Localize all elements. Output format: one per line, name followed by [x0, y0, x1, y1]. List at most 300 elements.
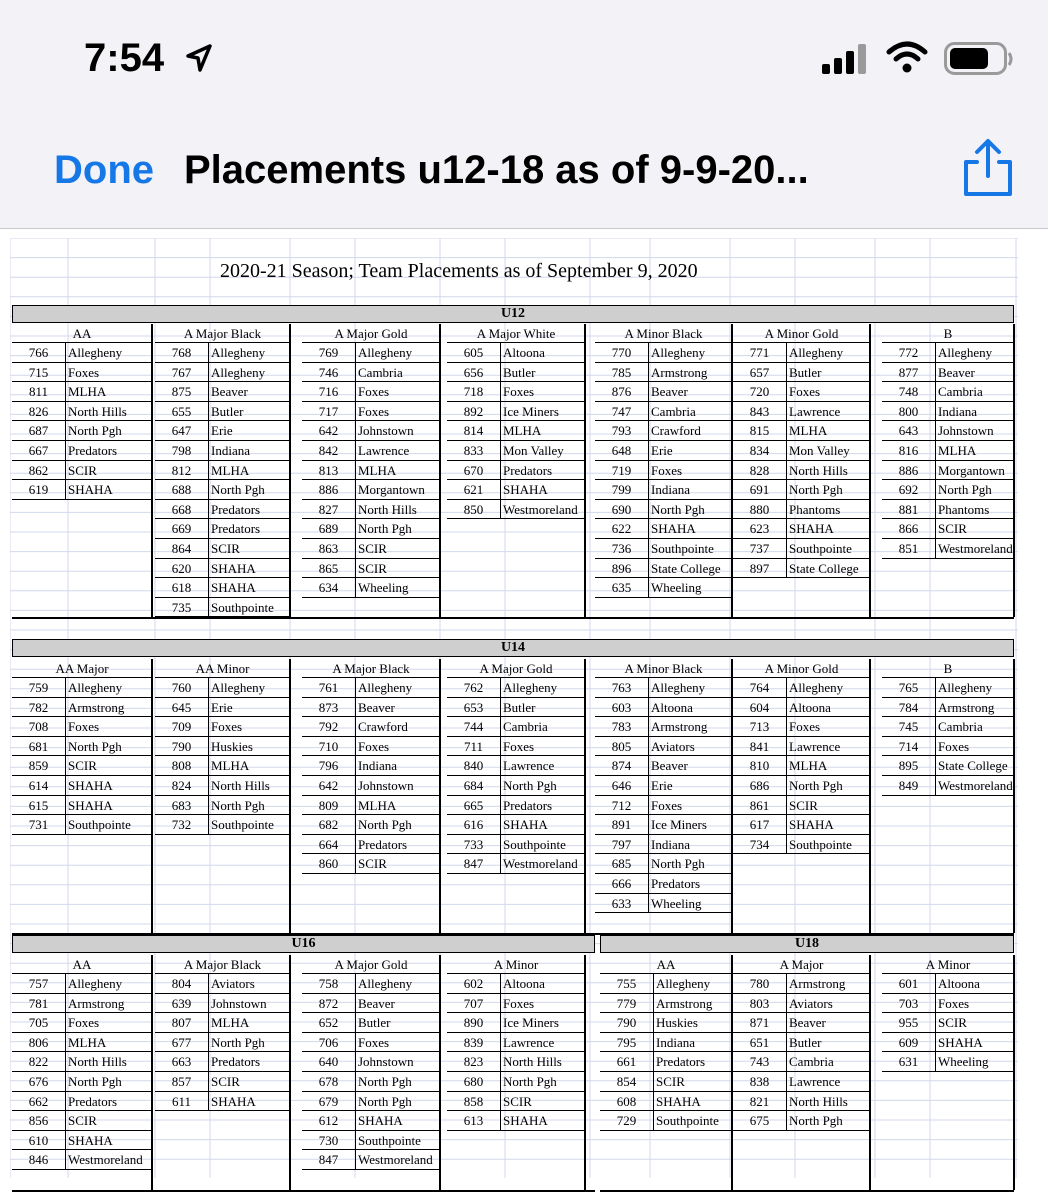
table-row	[733, 1033, 870, 1053]
table-row	[447, 756, 585, 776]
table-row	[733, 559, 870, 579]
team-name: MLHA	[211, 758, 250, 774]
section-bottom-rule	[12, 617, 1014, 619]
table-row	[302, 1052, 440, 1072]
team-name: North Hills	[68, 403, 127, 419]
team-number: 897	[733, 559, 787, 578]
team-name: SCIR	[358, 856, 387, 872]
table-row	[155, 737, 290, 757]
table-row	[12, 1150, 152, 1170]
table-row	[882, 756, 1014, 776]
table-row	[447, 500, 585, 520]
table-row	[882, 698, 1014, 718]
table-row	[12, 1052, 152, 1072]
table-row	[302, 698, 440, 718]
team-number: 769	[302, 343, 356, 362]
team-name: Allegheny	[651, 345, 706, 360]
team-number: 656	[447, 363, 501, 382]
share-icon[interactable]	[960, 138, 1016, 198]
table-row	[302, 441, 440, 461]
placement-table-u14-1	[155, 659, 290, 933]
table-row	[595, 363, 732, 383]
team-name: Allegheny	[938, 345, 993, 360]
team-number: 616	[447, 815, 501, 834]
table-row	[12, 717, 152, 737]
column-header: AA	[600, 955, 732, 974]
team-number: 806	[12, 1033, 66, 1052]
table-row	[302, 461, 440, 481]
column-divider	[439, 324, 441, 617]
team-number: 647	[155, 421, 209, 440]
team-number: 772	[882, 343, 936, 362]
table-row	[882, 500, 1014, 520]
team-number: 708	[12, 717, 66, 736]
team-name: Erie	[211, 423, 233, 439]
team-number: 795	[600, 1033, 654, 1052]
table-row	[12, 402, 152, 422]
team-number: 793	[595, 421, 649, 440]
column-divider	[289, 324, 291, 617]
table-row	[447, 1013, 585, 1033]
team-number: 676	[12, 1072, 66, 1091]
team-number: 730	[302, 1131, 356, 1150]
team-name: Cambria	[358, 364, 403, 380]
table-row	[733, 796, 870, 816]
team-number: 666	[595, 874, 649, 893]
team-name: North Hills	[68, 1054, 127, 1070]
table-row	[12, 1092, 152, 1112]
column-header: A Minor Black	[595, 324, 732, 343]
team-number: 755	[600, 974, 654, 993]
table-row	[447, 835, 585, 855]
table-row	[733, 1013, 870, 1033]
team-name: Foxes	[503, 995, 535, 1011]
team-number: 664	[302, 835, 356, 854]
table-row	[155, 539, 290, 559]
team-name: Predators	[651, 876, 701, 891]
team-name: Allegheny	[211, 364, 266, 380]
team-name: Allegheny	[938, 680, 993, 695]
table-row	[155, 578, 290, 598]
table-row	[12, 421, 152, 441]
table-row	[595, 854, 732, 874]
section-header-u12: U12	[12, 305, 1014, 323]
team-name: MLHA	[68, 384, 107, 400]
table-row	[302, 796, 440, 816]
table-row	[882, 1052, 1014, 1072]
table-row	[155, 441, 290, 461]
table-row	[733, 756, 870, 776]
team-number: 810	[733, 756, 787, 775]
table-row	[302, 854, 440, 874]
table-row	[12, 796, 152, 816]
done-button[interactable]: Done	[54, 148, 154, 192]
team-name: Butler	[503, 699, 536, 715]
team-name: Allegheny	[656, 976, 711, 991]
team-name: MLHA	[211, 1015, 250, 1031]
team-name: MLHA	[789, 758, 828, 774]
table-row	[595, 441, 732, 461]
team-name: Lawrence	[789, 1074, 841, 1089]
team-name: State College	[789, 560, 859, 576]
table-row	[12, 678, 152, 698]
table-row	[447, 461, 585, 481]
table-row	[12, 343, 152, 363]
table-row	[447, 402, 585, 422]
table-row	[155, 1072, 290, 1092]
table-row	[302, 480, 440, 500]
team-number: 822	[12, 1052, 66, 1071]
team-name: Huskies	[211, 738, 253, 754]
team-name: Allegheny	[503, 680, 558, 695]
team-name: SHAHA	[656, 1093, 701, 1109]
team-name: Wheeling	[651, 580, 702, 596]
table-row	[882, 737, 1014, 757]
table-row	[155, 1013, 290, 1033]
team-name: Predators	[211, 1054, 261, 1070]
team-number: 716	[302, 382, 356, 401]
team-number: 646	[595, 776, 649, 795]
team-number: 792	[302, 717, 356, 736]
team-number: 661	[600, 1052, 654, 1071]
column-header: A Major Gold	[302, 324, 440, 343]
team-number: 768	[155, 343, 209, 362]
team-number: 715	[12, 363, 66, 382]
team-name: Southpointe	[211, 599, 274, 615]
team-name: Predators	[358, 836, 408, 852]
team-name: Beaver	[211, 384, 248, 400]
table-row	[12, 461, 152, 481]
table-row	[302, 994, 440, 1014]
table-row	[302, 1072, 440, 1092]
team-name: Beaver	[789, 1015, 826, 1031]
team-number: 890	[447, 1013, 501, 1032]
team-number: 891	[595, 815, 649, 834]
team-name: Cambria	[938, 384, 983, 400]
team-name: Allegheny	[68, 976, 123, 991]
team-name: SCIR	[938, 521, 967, 537]
team-name: Foxes	[358, 1034, 390, 1050]
team-number: 892	[447, 402, 501, 421]
table-row	[447, 698, 585, 718]
team-number: 761	[302, 678, 356, 697]
table-row	[600, 974, 732, 994]
team-number: 747	[595, 402, 649, 421]
team-number: 841	[733, 737, 787, 756]
table-row	[302, 382, 440, 402]
team-name: Armstrong	[651, 364, 708, 380]
placement-table-u16-2	[302, 955, 440, 1190]
team-number: 763	[595, 678, 649, 697]
table-row	[595, 776, 732, 796]
team-number: 687	[12, 421, 66, 440]
team-number: 859	[12, 756, 66, 775]
table-row	[447, 1052, 585, 1072]
team-name: Lawrence	[358, 443, 410, 458]
document-title: Placements u12-18 as of 9-9-20...	[184, 148, 809, 192]
team-number: 736	[595, 539, 649, 558]
team-name: SCIR	[68, 462, 97, 478]
table-row	[302, 1131, 440, 1151]
team-name: SHAHA	[211, 580, 256, 596]
team-number: 815	[733, 421, 787, 440]
table-row	[12, 815, 152, 835]
team-name: Foxes	[938, 738, 970, 754]
team-name: Indiana	[358, 758, 397, 774]
team-number: 669	[155, 519, 209, 538]
table-row	[155, 363, 290, 383]
team-number: 709	[155, 717, 209, 736]
table-row	[302, 1033, 440, 1053]
team-number: 706	[302, 1033, 356, 1052]
placement-table-u16-3	[447, 955, 585, 1190]
team-name: Indiana	[938, 403, 977, 419]
table-row	[882, 776, 1014, 796]
table-row	[882, 402, 1014, 422]
team-number: 601	[882, 974, 936, 993]
team-name: North Pgh	[789, 482, 843, 498]
table-row	[595, 737, 732, 757]
team-number: 782	[12, 698, 66, 717]
table-row	[302, 717, 440, 737]
team-name: Foxes	[503, 738, 535, 754]
team-name: Allegheny	[651, 680, 706, 695]
team-name: MLHA	[68, 1034, 107, 1050]
team-number: 955	[882, 1013, 936, 1032]
team-number: 713	[733, 717, 787, 736]
team-name: Phantoms	[789, 501, 841, 517]
team-name: Mon Valley	[789, 443, 850, 458]
team-number: 729	[600, 1111, 654, 1130]
table-row	[882, 539, 1014, 559]
team-name: Southpointe	[211, 817, 274, 833]
team-name: North Pgh	[503, 1074, 557, 1089]
team-number: 780	[733, 974, 787, 993]
team-number: 886	[882, 461, 936, 480]
team-name: Allegheny	[211, 345, 266, 360]
table-row	[733, 539, 870, 559]
team-name: North Pgh	[651, 501, 705, 517]
team-number: 743	[733, 1052, 787, 1071]
table-row	[733, 519, 870, 539]
team-number: 783	[595, 717, 649, 736]
team-number: 621	[447, 480, 501, 499]
team-number: 692	[882, 480, 936, 499]
team-name: North Pgh	[358, 521, 412, 537]
team-number: 759	[12, 678, 66, 697]
team-name: Johnstown	[938, 423, 994, 439]
team-number: 602	[447, 974, 501, 993]
team-name: Butler	[789, 364, 822, 380]
team-number: 814	[447, 421, 501, 440]
team-number: 744	[447, 717, 501, 736]
table-row	[155, 402, 290, 422]
team-number: 610	[12, 1131, 66, 1150]
table-row	[302, 974, 440, 994]
team-name: North Pgh	[358, 1074, 412, 1089]
column-header: AA	[12, 955, 152, 974]
team-number: 760	[155, 678, 209, 697]
team-name: Indiana	[651, 482, 690, 498]
team-name: North Pgh	[68, 738, 122, 754]
team-number: 620	[155, 559, 209, 578]
team-name: Indiana	[656, 1034, 695, 1050]
table-row	[595, 796, 732, 816]
team-number: 757	[12, 974, 66, 993]
team-name: Altoona	[503, 976, 545, 991]
placement-table-u14-0	[12, 659, 152, 933]
team-number: 779	[600, 994, 654, 1013]
team-number: 770	[595, 343, 649, 362]
team-name: Ice Miners	[503, 1015, 559, 1031]
team-name: SCIR	[68, 758, 97, 774]
team-name: State College	[938, 758, 1008, 774]
team-name: SHAHA	[68, 778, 113, 793]
team-number: 767	[155, 363, 209, 382]
team-number: 657	[733, 363, 787, 382]
team-name: Wheeling	[358, 580, 409, 596]
table-row	[302, 559, 440, 579]
column-header: A Minor Gold	[733, 659, 870, 678]
team-name: Foxes	[211, 719, 243, 735]
team-name: North Hills	[211, 778, 270, 793]
table-row	[882, 678, 1014, 698]
placement-table-u12-0	[12, 324, 152, 617]
team-number: 746	[302, 363, 356, 382]
table-row	[302, 402, 440, 422]
table-row	[447, 796, 585, 816]
team-number: 838	[733, 1072, 787, 1091]
placement-table-u16-1	[155, 955, 290, 1190]
team-name: Armstrong	[68, 995, 125, 1011]
team-name: North Pgh	[68, 423, 122, 439]
team-number: 731	[12, 815, 66, 834]
team-number: 677	[155, 1033, 209, 1052]
table-row	[733, 994, 870, 1014]
team-number: 849	[882, 776, 936, 795]
team-number: 827	[302, 500, 356, 519]
table-row	[733, 717, 870, 737]
table-row	[733, 835, 870, 855]
team-name: Butler	[789, 1034, 822, 1050]
team-name: North Hills	[503, 1054, 562, 1070]
column-header: A Minor	[447, 955, 585, 974]
table-row	[600, 1111, 732, 1131]
table-row	[12, 382, 152, 402]
team-name: Ice Miners	[503, 403, 559, 419]
team-number: 640	[302, 1052, 356, 1071]
team-name: Westmoreland	[503, 856, 578, 872]
team-number: 648	[595, 441, 649, 460]
table-row	[155, 1052, 290, 1072]
team-number: 653	[447, 698, 501, 717]
table-row	[12, 441, 152, 461]
table-row	[302, 1092, 440, 1112]
placement-table-u14-2	[302, 659, 440, 933]
table-row	[12, 1111, 152, 1131]
table-row	[882, 441, 1014, 461]
team-number: 807	[155, 1013, 209, 1032]
table-row	[595, 578, 732, 598]
column-divider	[439, 955, 441, 1190]
placement-table-u12-3	[447, 324, 585, 617]
team-name: Foxes	[503, 384, 535, 400]
team-name: Lawrence	[503, 1034, 555, 1050]
table-row	[882, 363, 1014, 383]
table-row	[447, 717, 585, 737]
table-row	[302, 421, 440, 441]
team-number: 881	[882, 500, 936, 519]
team-number: 843	[733, 402, 787, 421]
team-name: SCIR	[358, 560, 387, 576]
team-number: 679	[302, 1092, 356, 1111]
document-page[interactable]	[10, 238, 1018, 1178]
team-name: SHAHA	[503, 482, 548, 498]
team-name: Foxes	[358, 384, 390, 400]
team-number: 663	[155, 1052, 209, 1071]
table-row	[447, 1033, 585, 1053]
table-row	[595, 480, 732, 500]
column-header: B	[882, 659, 1014, 678]
team-name: Predators	[503, 797, 553, 813]
table-row	[447, 363, 585, 383]
team-number: 798	[155, 441, 209, 460]
table-row	[447, 343, 585, 363]
team-name: Crawford	[358, 719, 408, 735]
team-name: Westmoreland	[68, 1152, 143, 1168]
team-name: Foxes	[68, 1015, 100, 1031]
section-bottom-rule	[600, 1190, 1014, 1192]
team-name: SHAHA	[68, 797, 113, 813]
table-row	[447, 1092, 585, 1112]
table-row	[447, 815, 585, 835]
table-row	[595, 678, 732, 698]
placement-table-u14-6	[882, 659, 1014, 933]
team-name: Allegheny	[789, 345, 844, 360]
team-number: 823	[447, 1052, 501, 1071]
team-number: 613	[447, 1111, 501, 1130]
team-name: Foxes	[358, 738, 390, 754]
placement-table-u12-4	[595, 324, 732, 617]
table-row	[595, 698, 732, 718]
team-name: Armstrong	[656, 995, 713, 1011]
column-header: A Major Black	[155, 324, 290, 343]
table-row	[447, 1111, 585, 1131]
placement-table-u18-1	[733, 955, 870, 1190]
team-name: Cambria	[651, 403, 696, 419]
table-row	[595, 894, 732, 914]
cellular-signal-icon	[822, 44, 872, 74]
status-time: 7:54	[84, 36, 165, 80]
column-header: A Major Black	[302, 659, 440, 678]
column-divider	[869, 955, 871, 1190]
team-name: Allegheny	[211, 680, 266, 695]
table-row	[595, 559, 732, 579]
team-number: 816	[882, 441, 936, 460]
section-bottom-rule	[12, 1190, 595, 1192]
table-row	[302, 678, 440, 698]
table-row	[12, 756, 152, 776]
team-number: 862	[12, 461, 66, 480]
team-name: SCIR	[211, 541, 240, 556]
team-name: SHAHA	[651, 521, 696, 537]
team-name: MLHA	[938, 443, 977, 458]
team-number: 866	[882, 519, 936, 538]
table-row	[12, 737, 152, 757]
team-number: 618	[155, 578, 209, 597]
team-name: North Hills	[789, 462, 848, 478]
table-row	[302, 578, 440, 598]
